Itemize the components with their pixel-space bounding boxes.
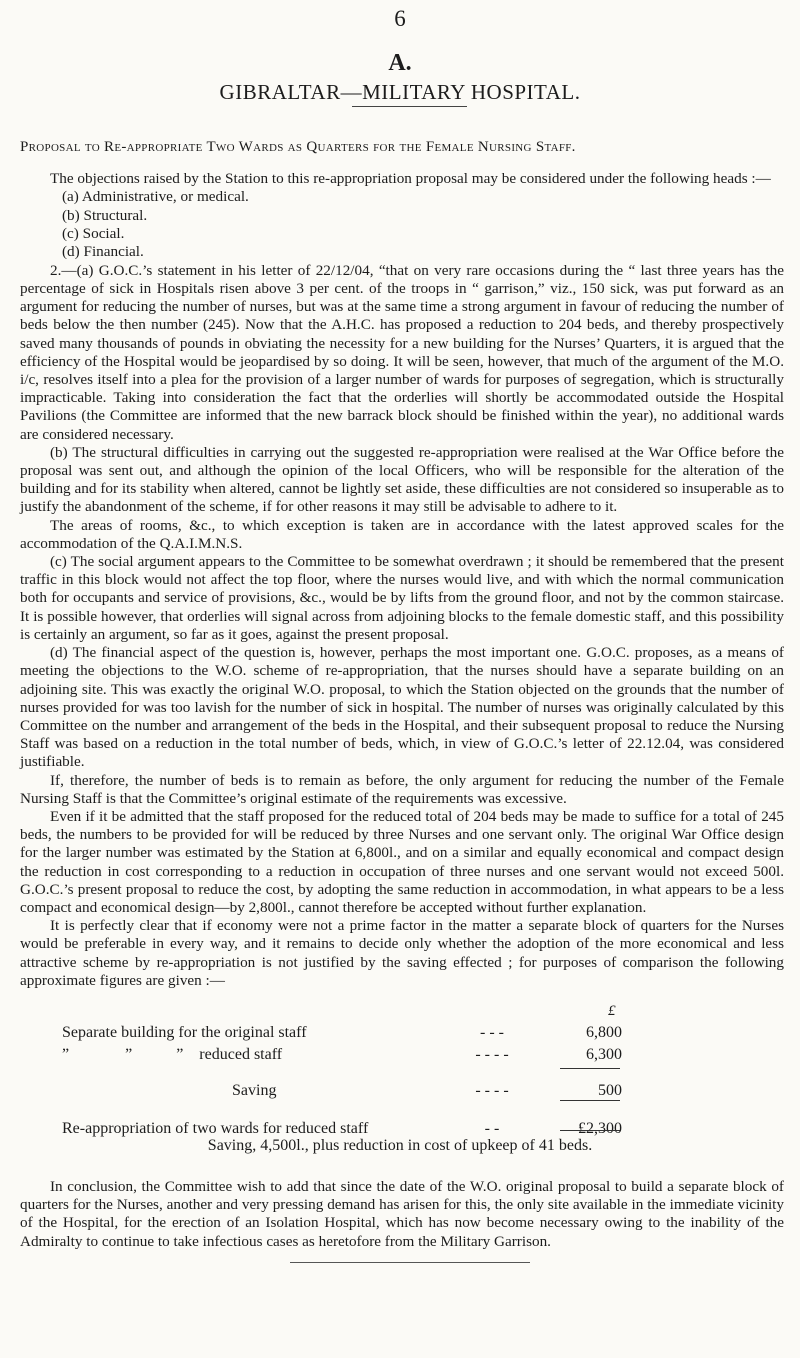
- table-row: [62, 1020, 622, 1042]
- document-subtitle: Proposal to Re-appropriate Two Wards as Quarters for the Female Nursing Staff.: [20, 139, 576, 155]
- conclusion-paragraph: In conclusion, the Committee wish to add that since the date of the W.O. original proposal to build a separate block of quarters for the Nurses, another and very pressing demand has arisen for this, the only site available in the immediate vicinity of the Hospital, for the erection of an Isolation Hospital, which has now become necessary owing to the inability of the Admiralty to continue to take infectious cases as heretofore from the Military Garrison.: [20, 1178, 784, 1250]
- head-item: (d) Financial.: [62, 243, 144, 261]
- paragraph-areas: The areas of rooms, &c., to which exception is taken are in accordance with the latest approved scales for the accommodation of the Q.A.I.M.N.S.: [20, 516, 784, 552]
- table-row: [62, 1064, 622, 1100]
- title-rule: [352, 106, 467, 107]
- head-item: (c) Social.: [62, 225, 125, 243]
- paragraph-financial: (d) The financial aspect of the question is, however, perhaps the most important one. G.O.C. proposes, as a means of meeting the objections to the W.O. scheme of re-appropriation, that the nurses should have a separate building on an adjoining site. This was exactly the original W.O. proposal, to which the Station objected on the grounds that the number of nurses provided for was too lavish for the number of sick in hospital. The number of nurses was originally calculated by this Committee on the number and arrangement of the beds in the Hospital, and their subsequent proposal to reduce the Nursing Staff was based on a reduction in the total number of beds, which, in view of G.O.C.’s letter of 22.12.04, was considered justifiable.: [20, 644, 784, 771]
- intro-paragraph: The objections raised by the Station to this re-appropriation proposal may be considered under the following heads :—: [50, 170, 771, 187]
- paragraph-administrative: 2.—(a) G.O.C.’s statement in his letter of 22/12/04, “that on very rare occasions during the “ last three years has the percentage of sick in Hospitals risen above 3 per cent. of the troops in “ garrison,” viz., 150 sick, was put forward as an argument for reducing the number of nurses, but was at the same time a strong argument in favour of reducing the number of beds below the then number (245). Now that the A.H.C. has proposed a reduction to 204 beds, and thereby prospectively saved many thousands of pounds in obviating the necessity for a new building for the Nurses’ Quarters, it is argued that the efficiency of the Hospital would be jeopardised by so doing. It will be seen, however, that much of the argument of the M.O. i/c, resolves itself into a plea for the provision of a larger number of wards for purposes of segregation, which is structurally impracticable. Taking into consideration the fact that the orderlies will shortly be accommodated outside the Hospital Pavilions (the Committee are informed that the new barrack block should be finished within the year), no additional wards are considered necessary.: [20, 261, 784, 443]
- figure-leader: - -: [484, 1120, 500, 1137]
- body-text: [20, 170, 784, 990]
- figure-leader: - - - -: [475, 1046, 509, 1063]
- figure-amount: 6,300: [586, 1046, 622, 1063]
- table-row: [62, 1042, 622, 1064]
- figure-leader: - - -: [480, 1024, 504, 1041]
- paragraph-social: (c) The social argument appears to the Committee to be somewhat overdrawn ; it should be remembered that the present traffic in this block would not affect the top floor, where the nurses would live, and with which the normal communication both for occupants and service of provisions, &c., would be by lifts from the ground floor, and not by the common staircase. It is possible however, that orderlies will signal across from adjoining blocks to the female domestic staff, and this possibility is certainly an argument, so far as it goes, against the present proposal.: [20, 553, 784, 643]
- figure-amount: £2,300: [578, 1120, 622, 1137]
- figure-label: ” ” ” reduced staff: [62, 1046, 283, 1063]
- paragraph-comparison: It is perfectly clear that if economy were not a prime factor in the matter a separate block of quarters for the Nurses would be preferable in every way, and it remains to decide only whether the adoption of the more economical and less attractive scheme by re-appropriation is not justified by the saving effected ; for purposes of comparison the following approximate figures are given :—: [20, 917, 784, 989]
- sum-rule: [560, 1130, 620, 1131]
- paragraph-structural: (b) The structural difficulties in carrying out the suggested re-appropriation were realised at the War Office before the proposal was sent out, and although the opinion of the local Officers, who will be responsible for the alteration of the building and for its stability when altered, cannot be lightly set aside, these difficulties are not considered so insuperable as to justify the abandonment of the scheme, if for other reasons it may still be advisable to adhere to it.: [20, 443, 784, 516]
- document-title: GIBRALTAR—MILITARY HOSPITAL.: [219, 80, 581, 104]
- figure-amount: 500: [598, 1082, 622, 1099]
- currency-head: £: [608, 1003, 616, 1019]
- page-number: 6: [394, 6, 406, 31]
- head-item: (b) Structural.: [62, 206, 148, 224]
- figure-label: Re-appropriation of two wards for reduced staff: [62, 1120, 369, 1137]
- figure-amount: 6,800: [586, 1024, 622, 1041]
- section-letter: A.: [388, 50, 412, 76]
- sum-rule: [560, 1068, 620, 1069]
- table-row: [62, 1100, 622, 1138]
- paragraph-estimate: Even if it be admitted that the staff proposed for the reduced total of 204 beds may be made to suffice for a total of 245 beds, the numbers to be provided for will be reduced by three Nurses and one servant only. The original War Office design for the larger number was estimated by the Station at 6,800l., and on a similar and equally economical and compact design the reduction in cost corresponding to a reduction in occupation of three nurses and one servant would not exceed 500l. G.O.C.’s present proposal to reduce the cost, by adopting the same reduction in accommodation, in what appears to be a less compact and economical design—by 2,800l., cannot therefore be accepted without further explanation.: [20, 807, 784, 916]
- sum-rule: [560, 1100, 620, 1101]
- conclusion-text: [20, 1178, 784, 1251]
- paragraph-beds: If, therefore, the number of beds is to remain as before, the only argument for reducing the number of the Female Nursing Staff is that the Committee’s original estimate of the requirements was excessive.: [20, 771, 784, 807]
- heads-list: [20, 188, 784, 262]
- head-item: (a) Administrative, or medical.: [62, 188, 249, 206]
- figure-leader: - - - -: [475, 1082, 509, 1099]
- cost-figures-table: [62, 1020, 622, 1138]
- saving-note: Saving, 4,500l., plus reduction in cost of upkeep of 41 beds.: [207, 1137, 593, 1154]
- figure-label: Separate building for the original staff: [62, 1024, 307, 1041]
- end-rule: [290, 1262, 530, 1263]
- figure-label: Saving: [232, 1082, 277, 1099]
